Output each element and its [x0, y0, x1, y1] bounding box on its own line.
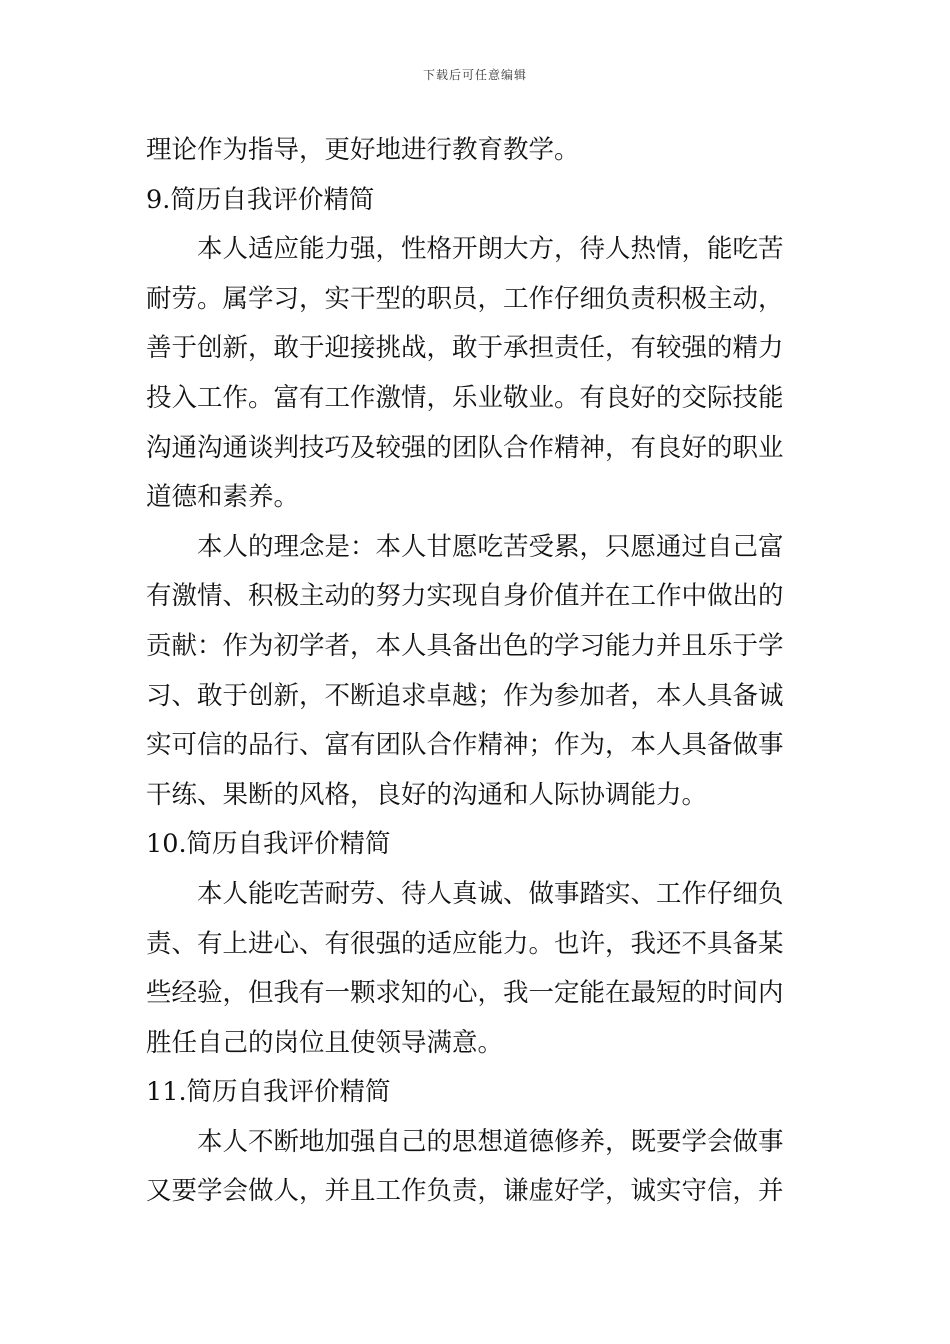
- text-line: 习、敢于创新，不断追求卓越；作为参加者，本人具备诚: [146, 680, 784, 711]
- document-body: [146, 126, 808, 1217]
- page-header: 下载后可任意编辑: [422, 68, 527, 82]
- text-line: 有激情、积极主动的努力实现自身价值并在工作中做出的: [146, 581, 784, 612]
- text-line: 沟通沟通谈判技巧及较强的团队合作精神，有良好的职业: [146, 432, 784, 463]
- text-line: 理论作为指导，更好地进行教育教学。: [146, 135, 580, 165]
- text-line: 投入工作。富有工作激情，乐业敬业。有良好的交际技能: [146, 382, 784, 413]
- text-line: 耐劳。属学习，实干型的职员，工作仔细负责积极主动，: [146, 283, 784, 314]
- text-line: 贡献：作为初学者，本人具备出色的学习能力并且乐于学: [146, 630, 784, 661]
- text-line: 善于创新，敢于迎接挑战，敢于承担责任，有较强的精力: [146, 333, 784, 364]
- section-heading-10: 10.简历自我评价精简: [146, 829, 391, 860]
- text-line: 又要学会做人，并且工作负责，谦虚好学，诚实守信，并: [146, 1176, 784, 1207]
- text-line: 本人能吃苦耐劳、待人真诚、做事踏实、工作仔细负: [197, 878, 784, 909]
- section-heading-11: 11.简历自我评价精简: [146, 1077, 391, 1108]
- text-line: 些经验，但我有一颗求知的心，我一定能在最短的时间内: [146, 978, 784, 1009]
- text-line: 道德和素养。: [146, 482, 300, 513]
- text-line: 实可信的品行、富有团队合作精神；作为，本人具备做事: [146, 730, 784, 761]
- text-line: 本人的理念是：本人甘愿吃苦受累，只愿通过自己富: [197, 531, 784, 562]
- text-line: 本人适应能力强，性格开朗大方，待人热情，能吃苦: [197, 234, 784, 265]
- text-line: 责、有上进心、有很强的适应能力。也许，我还不具备某: [146, 928, 784, 959]
- text-line: 干练、果断的风格，良好的沟通和人际协调能力。: [146, 779, 708, 810]
- section-heading-9: 9.简历自我评价精简: [146, 184, 375, 215]
- text-line: 胜任自己的岗位且使领导满意。: [146, 1027, 504, 1058]
- text-line: 本人不断地加强自己的思想道德修养，既要学会做事: [197, 1126, 784, 1157]
